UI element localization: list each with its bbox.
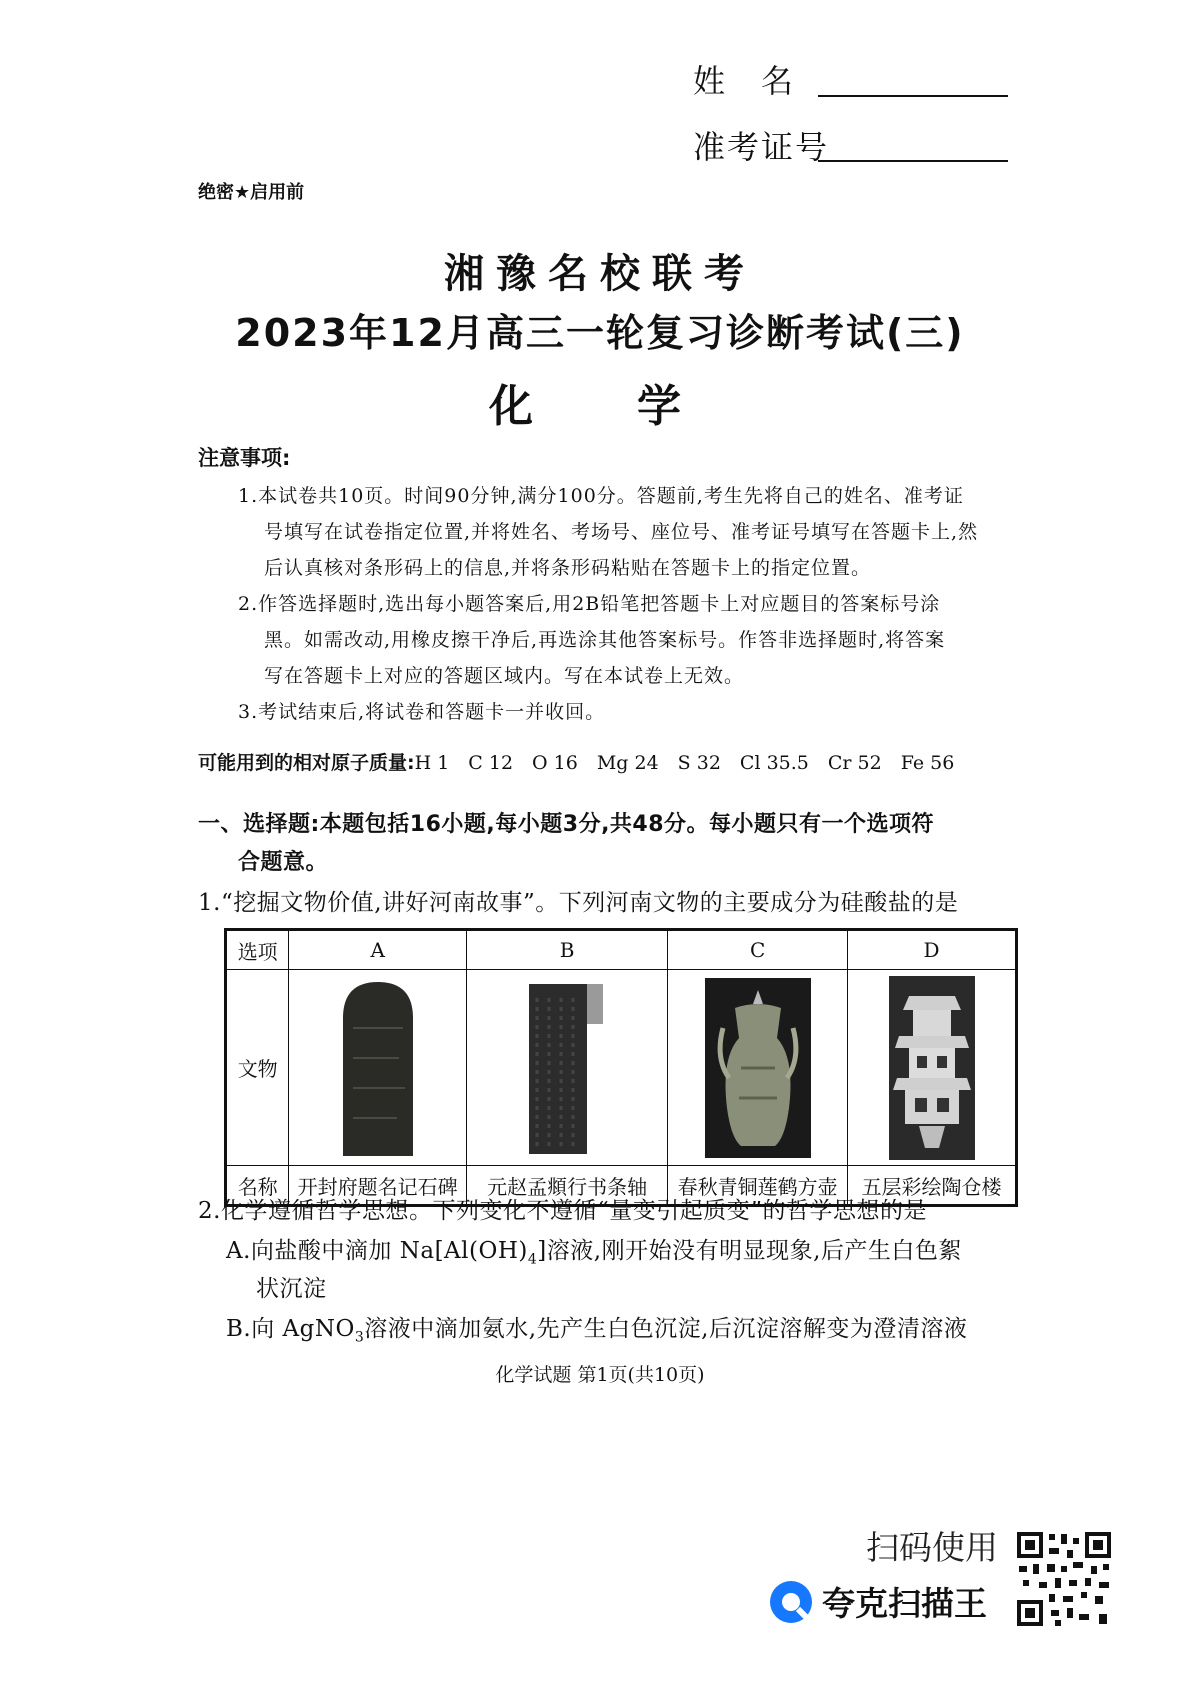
q2-option-a-text: A.向盐酸中滴加 Na[Al(OH) <box>226 1238 528 1264</box>
quark-logo-icon <box>768 1579 814 1625</box>
artifact-a-cell <box>289 970 467 1166</box>
notice-line: 黑。如需改动,用橡皮擦干净后,再选涂其他答案标号。作答非选择题时,将答案 <box>264 629 946 651</box>
q1-table <box>224 928 1018 1207</box>
scan-watermark-brand <box>768 1578 987 1625</box>
notice-line: 写在答题卡上对应的答题区域内。写在本试卷上无效。 <box>264 665 745 687</box>
atomic-mass-values: H 1 C 12 O 16 Mg 24 S 32 Cl 35.5 Cr 52 Fe 56 <box>414 752 955 774</box>
table-row <box>226 930 1017 970</box>
calligraphy-scroll-image <box>527 978 607 1158</box>
option-b: B <box>466 930 667 970</box>
row-label-name: 名称 <box>226 1166 289 1206</box>
section-heading: 一、选择题:本题包括16小题,每小题3分,共48分。每小题只有一个选项符 <box>198 812 935 837</box>
q2-option-a <box>226 1232 962 1268</box>
option-d: D <box>848 930 1017 970</box>
title-subject: 化 学 <box>489 381 711 432</box>
notice-list <box>238 478 1028 730</box>
exam-id-underline <box>818 160 1008 162</box>
atomic-mass-label: 可能用到的相对原子质量: <box>198 752 415 774</box>
artifact-name-a: 开封府题名记石碑 <box>289 1166 467 1206</box>
table-row <box>226 970 1017 1166</box>
title-union-exam: 湘豫名校联考 <box>444 251 756 297</box>
exam-id-label: 准考证号 <box>693 128 830 166</box>
q2-stem: 2.化学遵循哲学思想。下列变化不遵循“量变引起质变”的哲学思想的是 <box>198 1198 927 1224</box>
scan-watermark-text: 扫码使用 <box>866 1528 998 1567</box>
secret-mark: 绝密★启用前 <box>198 182 305 203</box>
notice-line: 3.考试结束后,将试卷和答题卡一并收回。 <box>238 701 606 723</box>
q2-option-b-text-cont: 溶液中滴加氨水,先产生白色沉淀,后沉淀溶解变为澄清溶液 <box>364 1316 968 1342</box>
subscript: 4 <box>527 1251 538 1268</box>
name-label: 姓 名 <box>693 62 796 100</box>
notice-line: 后认真核对条形码上的信息,并将条形码粘贴在答题卡上的指定位置。 <box>264 557 872 579</box>
section-heading-cont: 合题意。 <box>238 850 329 875</box>
title-exam-name: 2023年12月高三一轮复习诊断考试(三) <box>235 311 965 355</box>
option-a: A <box>289 930 467 970</box>
notice-line: 1.本试卷共10页。时间90分钟,满分100分。答题前,考生先将自己的姓名、准考证 <box>238 485 964 507</box>
notice-line: 2.作答选择题时,选出每小题答案后,用2B铅笔把答题卡上对应题目的答案标号涂 <box>238 593 941 615</box>
row-label-option: 选项 <box>226 930 289 970</box>
name-underline <box>818 95 1008 97</box>
artifact-b-cell <box>466 970 667 1166</box>
q1-stem: 1.“挖掘文物价值,讲好河南故事”。下列河南文物的主要成分为硅酸盐的是 <box>198 890 959 916</box>
q2-option-a-line2: 状沉淀 <box>256 1276 327 1302</box>
page-footer: 化学试题 第1页(共10页) <box>495 1364 705 1386</box>
row-label-artifact: 文物 <box>226 970 289 1166</box>
q2-option-a-text-cont: ]溶液,刚开始没有明显现象,后产生白色絮 <box>537 1238 962 1264</box>
q2-option-b <box>226 1310 967 1346</box>
qr-code-icon[interactable] <box>1015 1530 1113 1628</box>
artifact-name-c: 春秋青铜莲鹤方壶 <box>668 1166 848 1206</box>
q2-option-b-text: B.向 AgNO <box>226 1316 355 1342</box>
option-c: C <box>668 930 848 970</box>
scan-brand-name: 夸克扫描王 <box>822 1584 987 1623</box>
atomic-mass-line <box>198 748 954 775</box>
stone-stele-image <box>339 978 417 1158</box>
subscript: 3 <box>354 1329 365 1346</box>
notice-heading: 注意事项: <box>198 446 291 470</box>
artifact-name-b: 元赵孟頫行书条轴 <box>466 1166 667 1206</box>
artifact-d-cell <box>848 970 1017 1166</box>
notice-line: 号填写在试卷指定位置,并将姓名、考场号、座位号、准考证号填写在答题卡上,然 <box>264 521 979 543</box>
pottery-tower-image <box>889 976 975 1160</box>
bronze-pot-image <box>705 978 811 1158</box>
artifact-name-d: 五层彩绘陶仓楼 <box>848 1166 1017 1206</box>
artifact-c-cell <box>668 970 848 1166</box>
